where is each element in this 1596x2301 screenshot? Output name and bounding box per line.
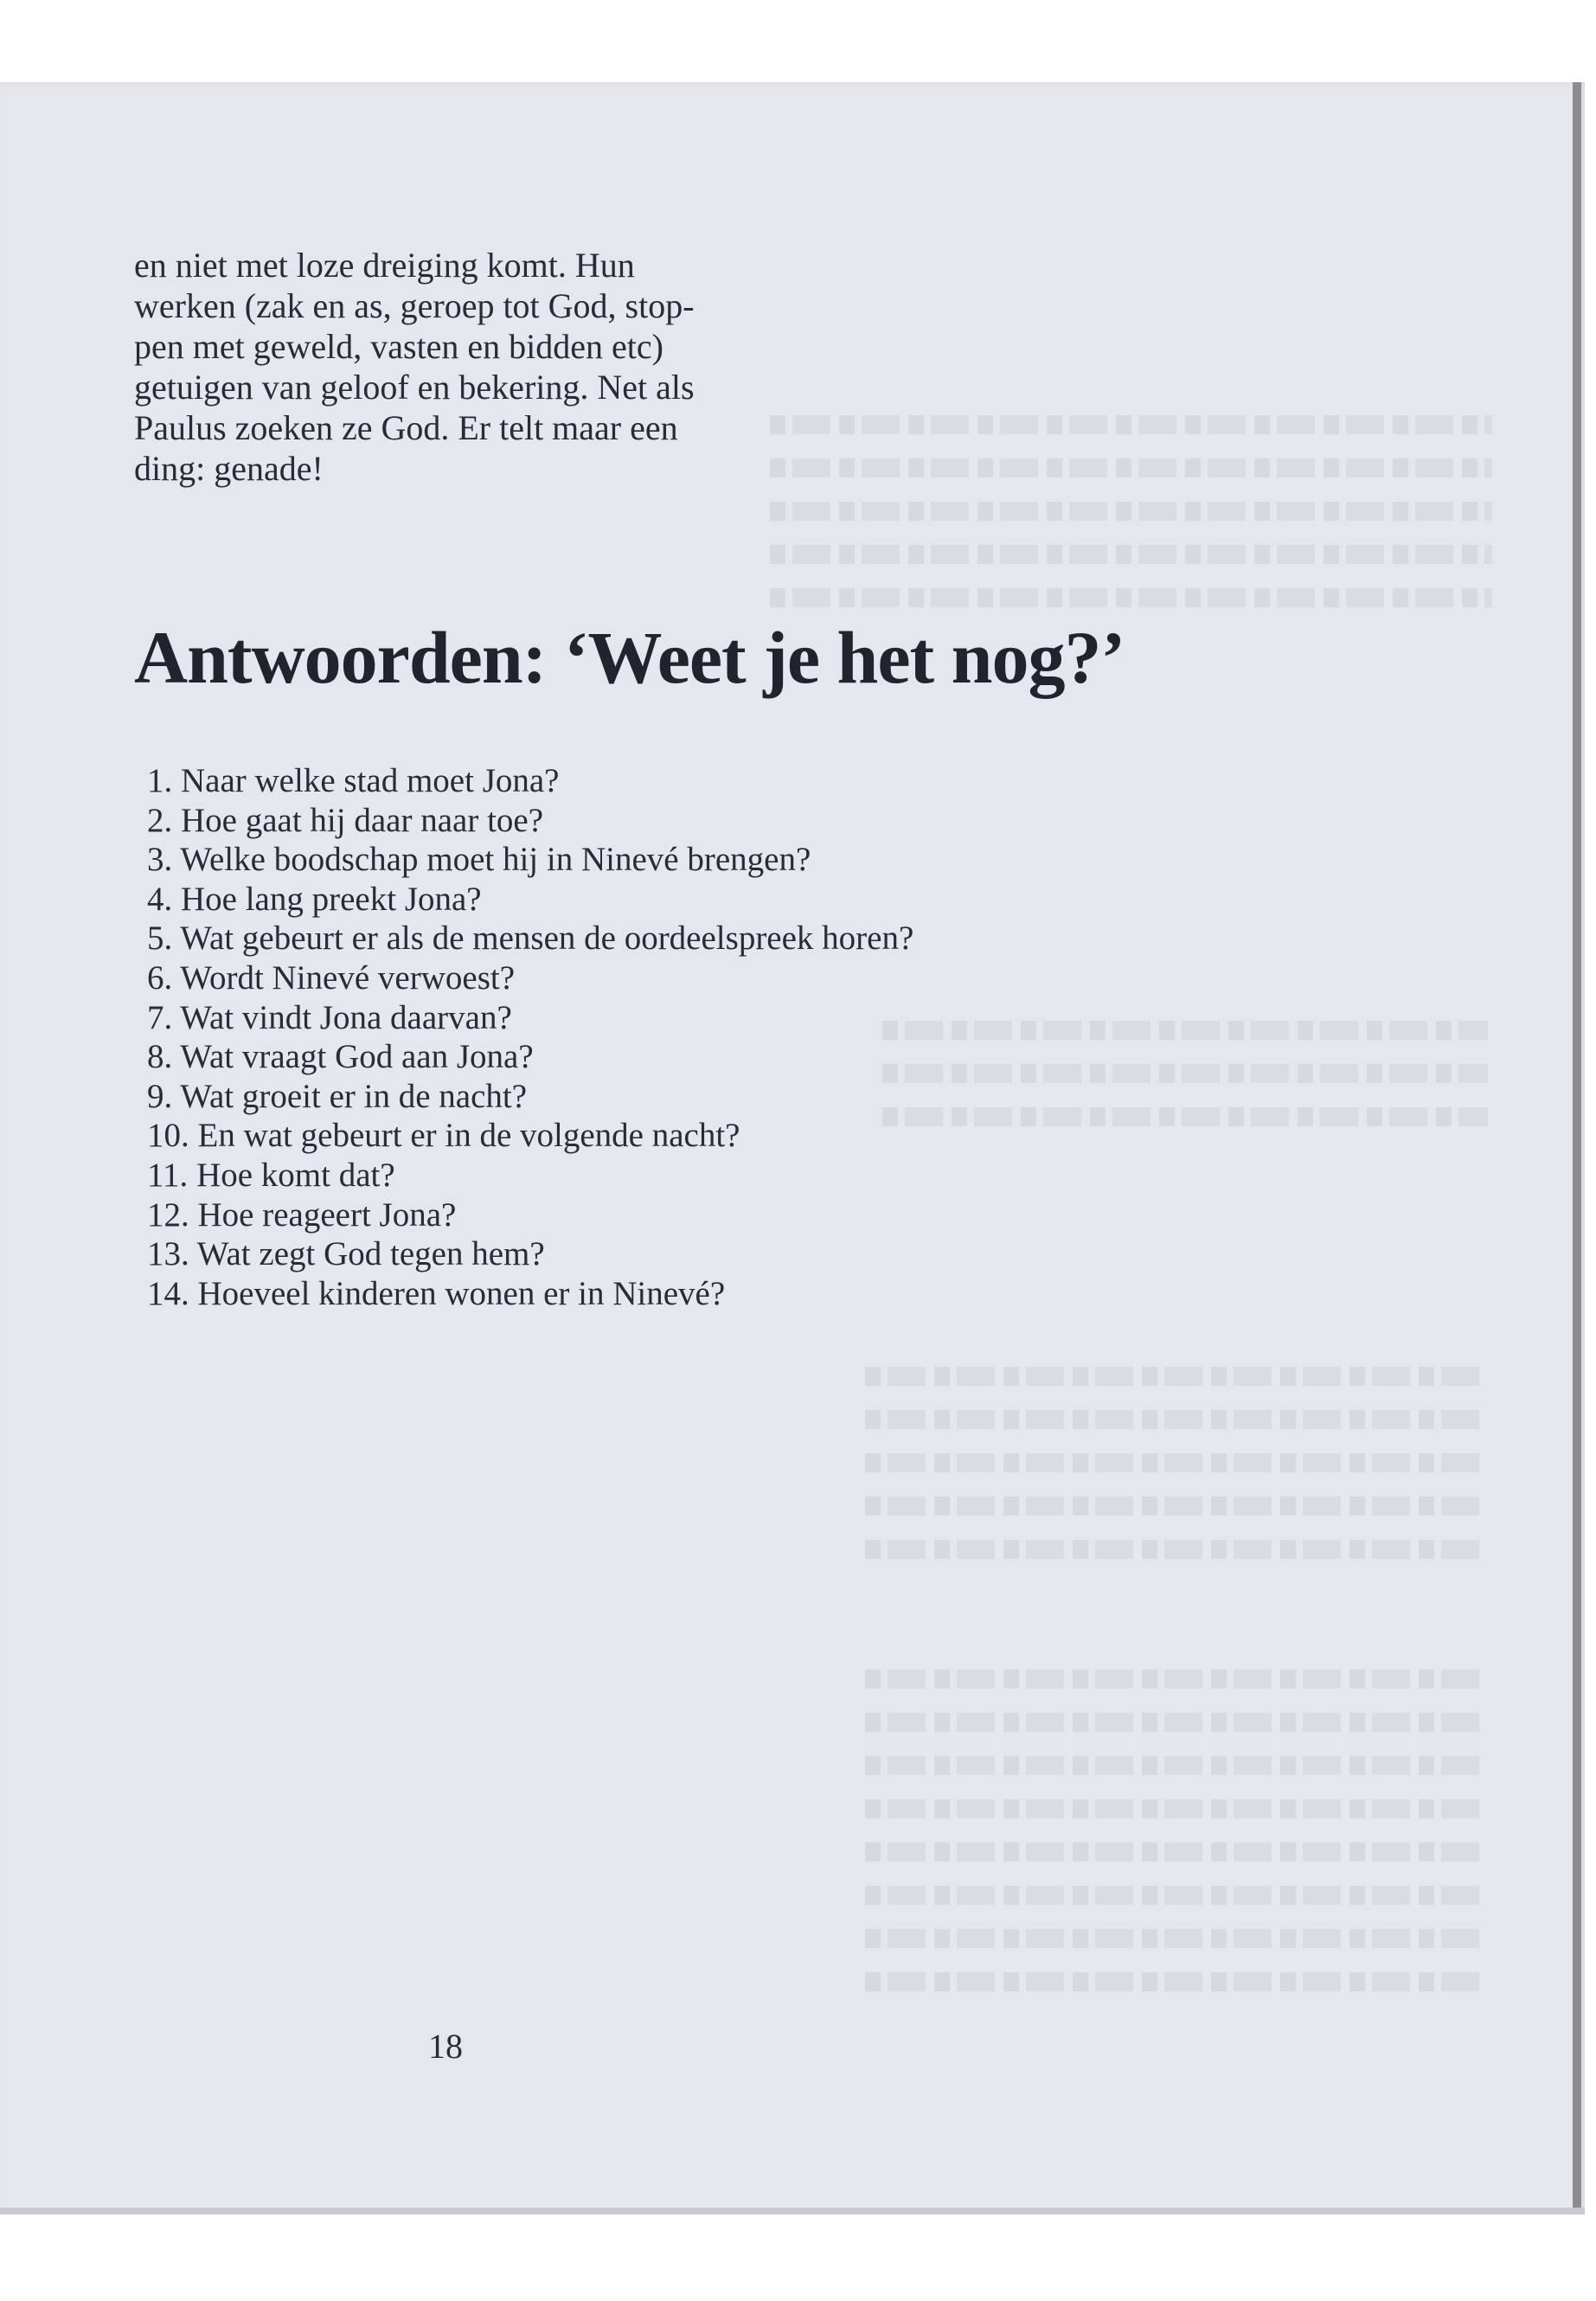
question-number: 9.: [147, 1077, 173, 1115]
question-item: [147, 880, 913, 920]
bleed-through-line: [865, 1367, 1488, 1386]
bleed-through-line: [865, 1886, 1488, 1905]
question-text: Wat zegt God tegen hem?: [196, 1235, 545, 1273]
question-item: [147, 761, 913, 801]
question-number: 1.: [147, 762, 173, 799]
question-number: 14.: [147, 1274, 189, 1312]
bleed-through-line: [865, 1972, 1488, 1991]
paragraph-line: getuigen van geloof en bekering. Net als: [134, 368, 695, 407]
question-text: Wat gebeurt er als de mensen de oordeelspreek horen?: [180, 920, 914, 958]
question-item: [147, 1077, 913, 1117]
question-number: 2.: [147, 801, 173, 839]
question-item: [147, 998, 913, 1038]
question-text: En wat gebeurt er in de volgende nacht?: [197, 1117, 740, 1155]
bleed-through-line: [865, 1410, 1488, 1429]
bleed-through-line: [865, 1497, 1488, 1516]
bleed-through-line: [882, 1107, 1488, 1126]
paragraph-line: en niet met loze dreiging komt. Hun: [134, 246, 635, 285]
bleed-through-line: [865, 1453, 1488, 1472]
paragraph-line: pen met geweld, vasten en bidden etc): [134, 327, 663, 366]
bleed-through-line: [882, 1064, 1488, 1083]
question-number: 11.: [147, 1156, 189, 1194]
bleed-through-line: [770, 588, 1492, 607]
question-number: 6.: [147, 958, 173, 997]
question-text: Wordt Ninevé verwoest?: [180, 958, 516, 997]
question-item: [147, 840, 913, 880]
paragraph-line: ding: genade!: [134, 449, 324, 488]
question-number: 12.: [147, 1195, 189, 1234]
question-number: 7.: [147, 998, 173, 1036]
bleed-through-line: [882, 1021, 1488, 1040]
page-number: 18: [428, 2027, 463, 2066]
question-text: Wat vindt Jona daarvan?: [180, 998, 512, 1036]
page-bottom-edge: [0, 2208, 1585, 2214]
paragraph-line: Paulus zoeken ze God. Er telt maar een: [134, 408, 678, 447]
bleed-through-line: [770, 458, 1492, 478]
question-text: Hoe gaat hij daar naar toe?: [181, 801, 544, 839]
question-item: [147, 958, 913, 998]
question-text: Hoe lang preekt Jona?: [181, 880, 482, 918]
question-number: 5.: [147, 920, 173, 958]
bleed-through-line: [770, 415, 1492, 434]
question-item: [147, 1274, 913, 1314]
question-text: Wat vraagt God aan Jona?: [180, 1038, 534, 1076]
question-item: [147, 919, 913, 958]
bleed-through-line: [770, 502, 1492, 521]
bleed-through-line: [865, 1756, 1488, 1775]
question-list: [147, 761, 913, 1313]
question-item: [147, 801, 913, 841]
question-item: [147, 1234, 913, 1274]
bleed-through-line: [865, 1929, 1488, 1948]
bleed-through-line: [770, 545, 1492, 564]
question-text: Hoe komt dat?: [196, 1156, 395, 1194]
question-text: Hoeveel kinderen wonen er in Ninevé?: [197, 1274, 726, 1312]
question-number: 8.: [147, 1038, 173, 1076]
question-text: Wat groeit er in de nacht?: [180, 1077, 528, 1115]
bleed-through-line: [865, 1540, 1488, 1559]
bleed-through-line: [865, 1799, 1488, 1818]
page-edge-shadow: [1573, 82, 1581, 2214]
question-item: [147, 1195, 913, 1235]
intro-paragraph: [134, 245, 744, 489]
question-text: Naar welke stad moet Jona?: [181, 762, 560, 799]
question-text: Hoe reageert Jona?: [197, 1195, 457, 1234]
question-number: 13.: [147, 1235, 189, 1273]
question-item: [147, 1037, 913, 1077]
bleed-through-line: [865, 1843, 1488, 1862]
question-number: 10.: [147, 1117, 189, 1155]
bleed-through-line: [865, 1670, 1488, 1689]
section-heading: Antwoorden: ‘Weet je het nog?’: [134, 616, 1125, 699]
question-item: [147, 1156, 913, 1195]
bleed-through-line: [865, 1713, 1488, 1732]
question-number: 4.: [147, 880, 173, 918]
question-text: Welke boodschap moet hij in Ninevé brengen?: [180, 841, 811, 879]
question-item: [147, 1116, 913, 1156]
paragraph-line: werken (zak en as, geroep tot God, stop-: [134, 286, 695, 325]
question-number: 3.: [147, 841, 173, 879]
